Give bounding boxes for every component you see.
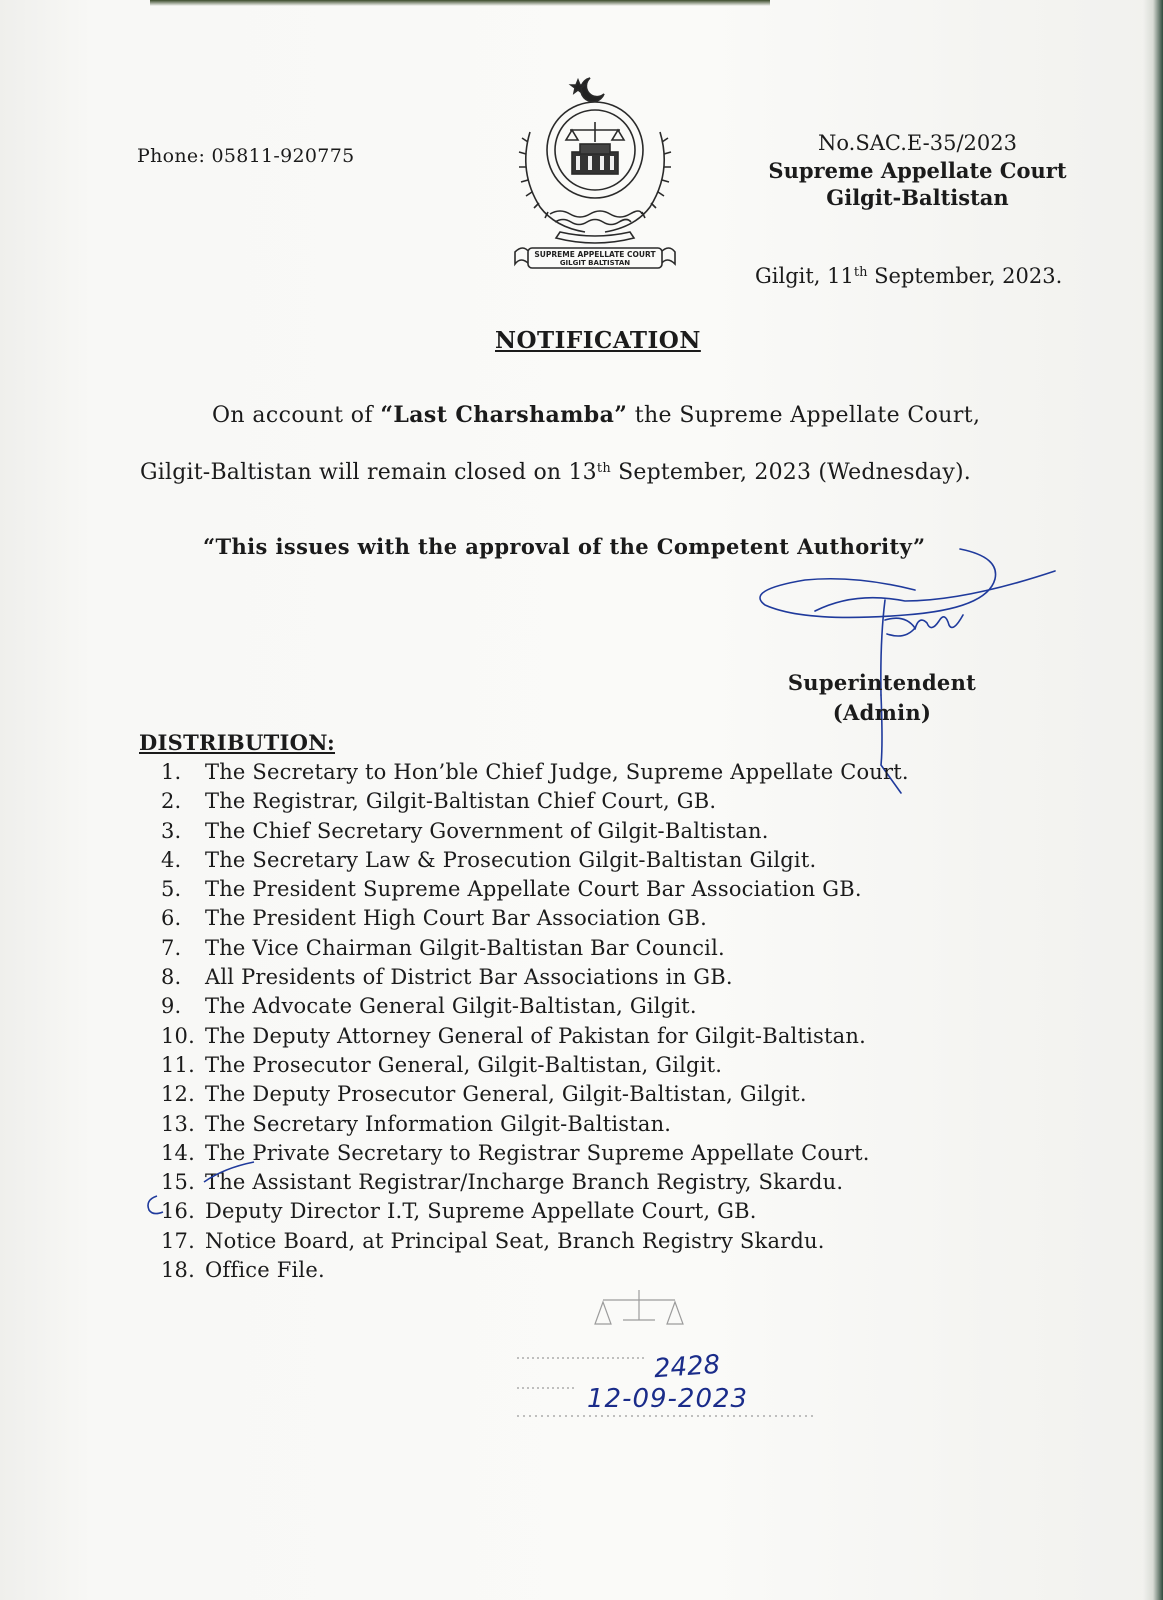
signatory-block bbox=[777, 668, 987, 728]
court-location: Gilgit-Baltistan bbox=[826, 185, 1009, 210]
distribution-item bbox=[161, 1139, 909, 1168]
distribution-item bbox=[161, 934, 909, 963]
distribution-item-number: 15. bbox=[161, 1170, 195, 1195]
dispatch-date-handwritten: 12-09-2023 bbox=[587, 1384, 749, 1414]
distribution-item-text: The Private Secretary to Registrar Supreme Appellate Court. bbox=[205, 1140, 870, 1165]
dispatch-number-handwritten: 2428 bbox=[653, 1349, 722, 1385]
pen-strike-mark bbox=[200, 1158, 260, 1188]
distribution-item bbox=[161, 1022, 909, 1051]
distribution-item-number: 13. bbox=[161, 1111, 195, 1136]
distribution-item bbox=[161, 992, 909, 1021]
distribution-item-number: 2. bbox=[161, 789, 182, 814]
distribution-item-text: Notice Board, at Principal Seat, Branch Registry Skardu. bbox=[205, 1228, 825, 1253]
distribution-item-text: Deputy Director I.T, Supreme Appellate Court, GB. bbox=[205, 1199, 757, 1224]
distribution-item bbox=[161, 758, 909, 787]
issue-date-sup: th bbox=[853, 265, 868, 280]
distribution-item-number: 7. bbox=[161, 935, 182, 960]
phone-number: Phone: 05811-920775 bbox=[137, 145, 355, 167]
distribution-item-number: 8. bbox=[161, 965, 182, 990]
emblem-ribbon-line1: SUPREME APPELLATE COURT bbox=[534, 250, 656, 259]
para2-pre: Gilgit-Baltistan will remain closed on 13 bbox=[140, 460, 597, 485]
distribution-item-text: Office File. bbox=[205, 1258, 325, 1283]
approval-statement: “This issues with the approval of the Competent Authority” bbox=[203, 534, 926, 559]
distribution-item-text: The President High Court Bar Association GB. bbox=[205, 906, 708, 931]
distribution-item-text: The Vice Chairman Gilgit-Baltistan Bar Council. bbox=[205, 935, 725, 960]
distribution-item bbox=[161, 963, 909, 992]
distribution-item-text: The Deputy Attorney General of Pakistan for Gilgit-Baltistan. bbox=[205, 1023, 866, 1048]
distribution-item-text: The Secretary Law & Prosecution Gilgit-Baltistan Gilgit. bbox=[205, 847, 817, 872]
distribution-item-text: All Presidents of District Bar Associations in GB. bbox=[205, 965, 733, 990]
distribution-item bbox=[161, 817, 909, 846]
distribution-item-number: 16. bbox=[161, 1199, 195, 1224]
distribution-item-number: 12. bbox=[161, 1082, 195, 1107]
issue-date-prefix: Gilgit, 11 bbox=[755, 264, 854, 288]
distribution-item-number: 18. bbox=[161, 1258, 195, 1283]
pen-tick-mark bbox=[143, 1188, 203, 1220]
reference-number: No.SAC.E-35/2023 bbox=[818, 131, 1017, 155]
page-edge-shadow bbox=[1143, 0, 1163, 1600]
distribution-item bbox=[161, 1168, 909, 1197]
distribution-item-number: 14. bbox=[161, 1140, 195, 1165]
page-top-edge bbox=[150, 0, 770, 6]
distribution-item bbox=[161, 1051, 909, 1080]
issue-date-suffix: September, 2023. bbox=[867, 264, 1063, 288]
distribution-item-number: 3. bbox=[161, 818, 182, 843]
para1-post: the Supreme Appellate Court, bbox=[627, 403, 981, 428]
distribution-item-number: 6. bbox=[161, 906, 182, 931]
distribution-item-number: 9. bbox=[161, 994, 182, 1019]
distribution-item bbox=[161, 904, 909, 933]
issue-date bbox=[755, 264, 1062, 288]
distribution-item bbox=[161, 875, 909, 904]
para1-pre: On account of bbox=[212, 403, 381, 428]
distribution-item-number: 1. bbox=[161, 760, 182, 784]
notification-title: NOTIFICATION bbox=[495, 327, 701, 354]
distribution-item-text: The Advocate General Gilgit-Baltistan, Gilgit. bbox=[205, 994, 697, 1019]
distribution-item-number: 10. bbox=[161, 1023, 195, 1048]
distribution-item bbox=[161, 1110, 909, 1139]
distribution-item bbox=[161, 846, 909, 875]
distribution-item bbox=[161, 1227, 909, 1256]
distribution-item-text: The Prosecutor General, Gilgit-Baltistan, Gilgit. bbox=[205, 1052, 723, 1077]
distribution-item-text: The Assistant Registrar/Incharge Branch Registry, Skardu. bbox=[205, 1170, 844, 1195]
distribution-item bbox=[161, 1197, 909, 1226]
distribution-item-number: 17. bbox=[161, 1228, 195, 1253]
distribution-item-text: The Secretary Information Gilgit-Baltistan. bbox=[205, 1111, 672, 1136]
notification-paragraph-line2 bbox=[140, 460, 971, 485]
distribution-item-text: The Registrar, Gilgit-Baltistan Chief Court, GB. bbox=[205, 789, 717, 814]
emblem-ribbon-line2: GILGIT BALTISTAN bbox=[559, 259, 631, 267]
signatory-subtitle: (Admin) bbox=[832, 700, 932, 725]
distribution-item bbox=[161, 1256, 909, 1285]
court-name: Supreme Appellate Court bbox=[768, 158, 1067, 183]
para1-bold: “Last Charshamba” bbox=[380, 402, 628, 428]
para2-post: September, 2023 (Wednesday). bbox=[610, 460, 971, 485]
signatory-title: Superintendent bbox=[787, 670, 977, 695]
distribution-item-number: 11. bbox=[161, 1052, 195, 1077]
distribution-item bbox=[161, 787, 909, 816]
distribution-item-text: The Secretary to Hon’ble Chief Judge, Supreme Appellate Court. bbox=[205, 760, 909, 784]
para2-sup: th bbox=[596, 461, 611, 476]
distribution-item bbox=[161, 1080, 909, 1109]
distribution-item-text: The Chief Secretary Government of Gilgit-Baltistan. bbox=[205, 818, 769, 843]
distribution-item-number: 5. bbox=[161, 877, 182, 902]
distribution-item-number: 4. bbox=[161, 847, 182, 872]
distribution-item-text: The President Supreme Appellate Court Bar Association GB. bbox=[205, 877, 862, 902]
distribution-title: DISTRIBUTION: bbox=[139, 730, 336, 755]
distribution-item-text: The Deputy Prosecutor General, Gilgit-Baltistan, Gilgit. bbox=[205, 1082, 807, 1107]
court-emblem-icon bbox=[510, 72, 680, 282]
reference-block bbox=[740, 130, 1095, 211]
notification-paragraph-line1 bbox=[212, 402, 980, 428]
distribution-list bbox=[161, 758, 909, 1285]
